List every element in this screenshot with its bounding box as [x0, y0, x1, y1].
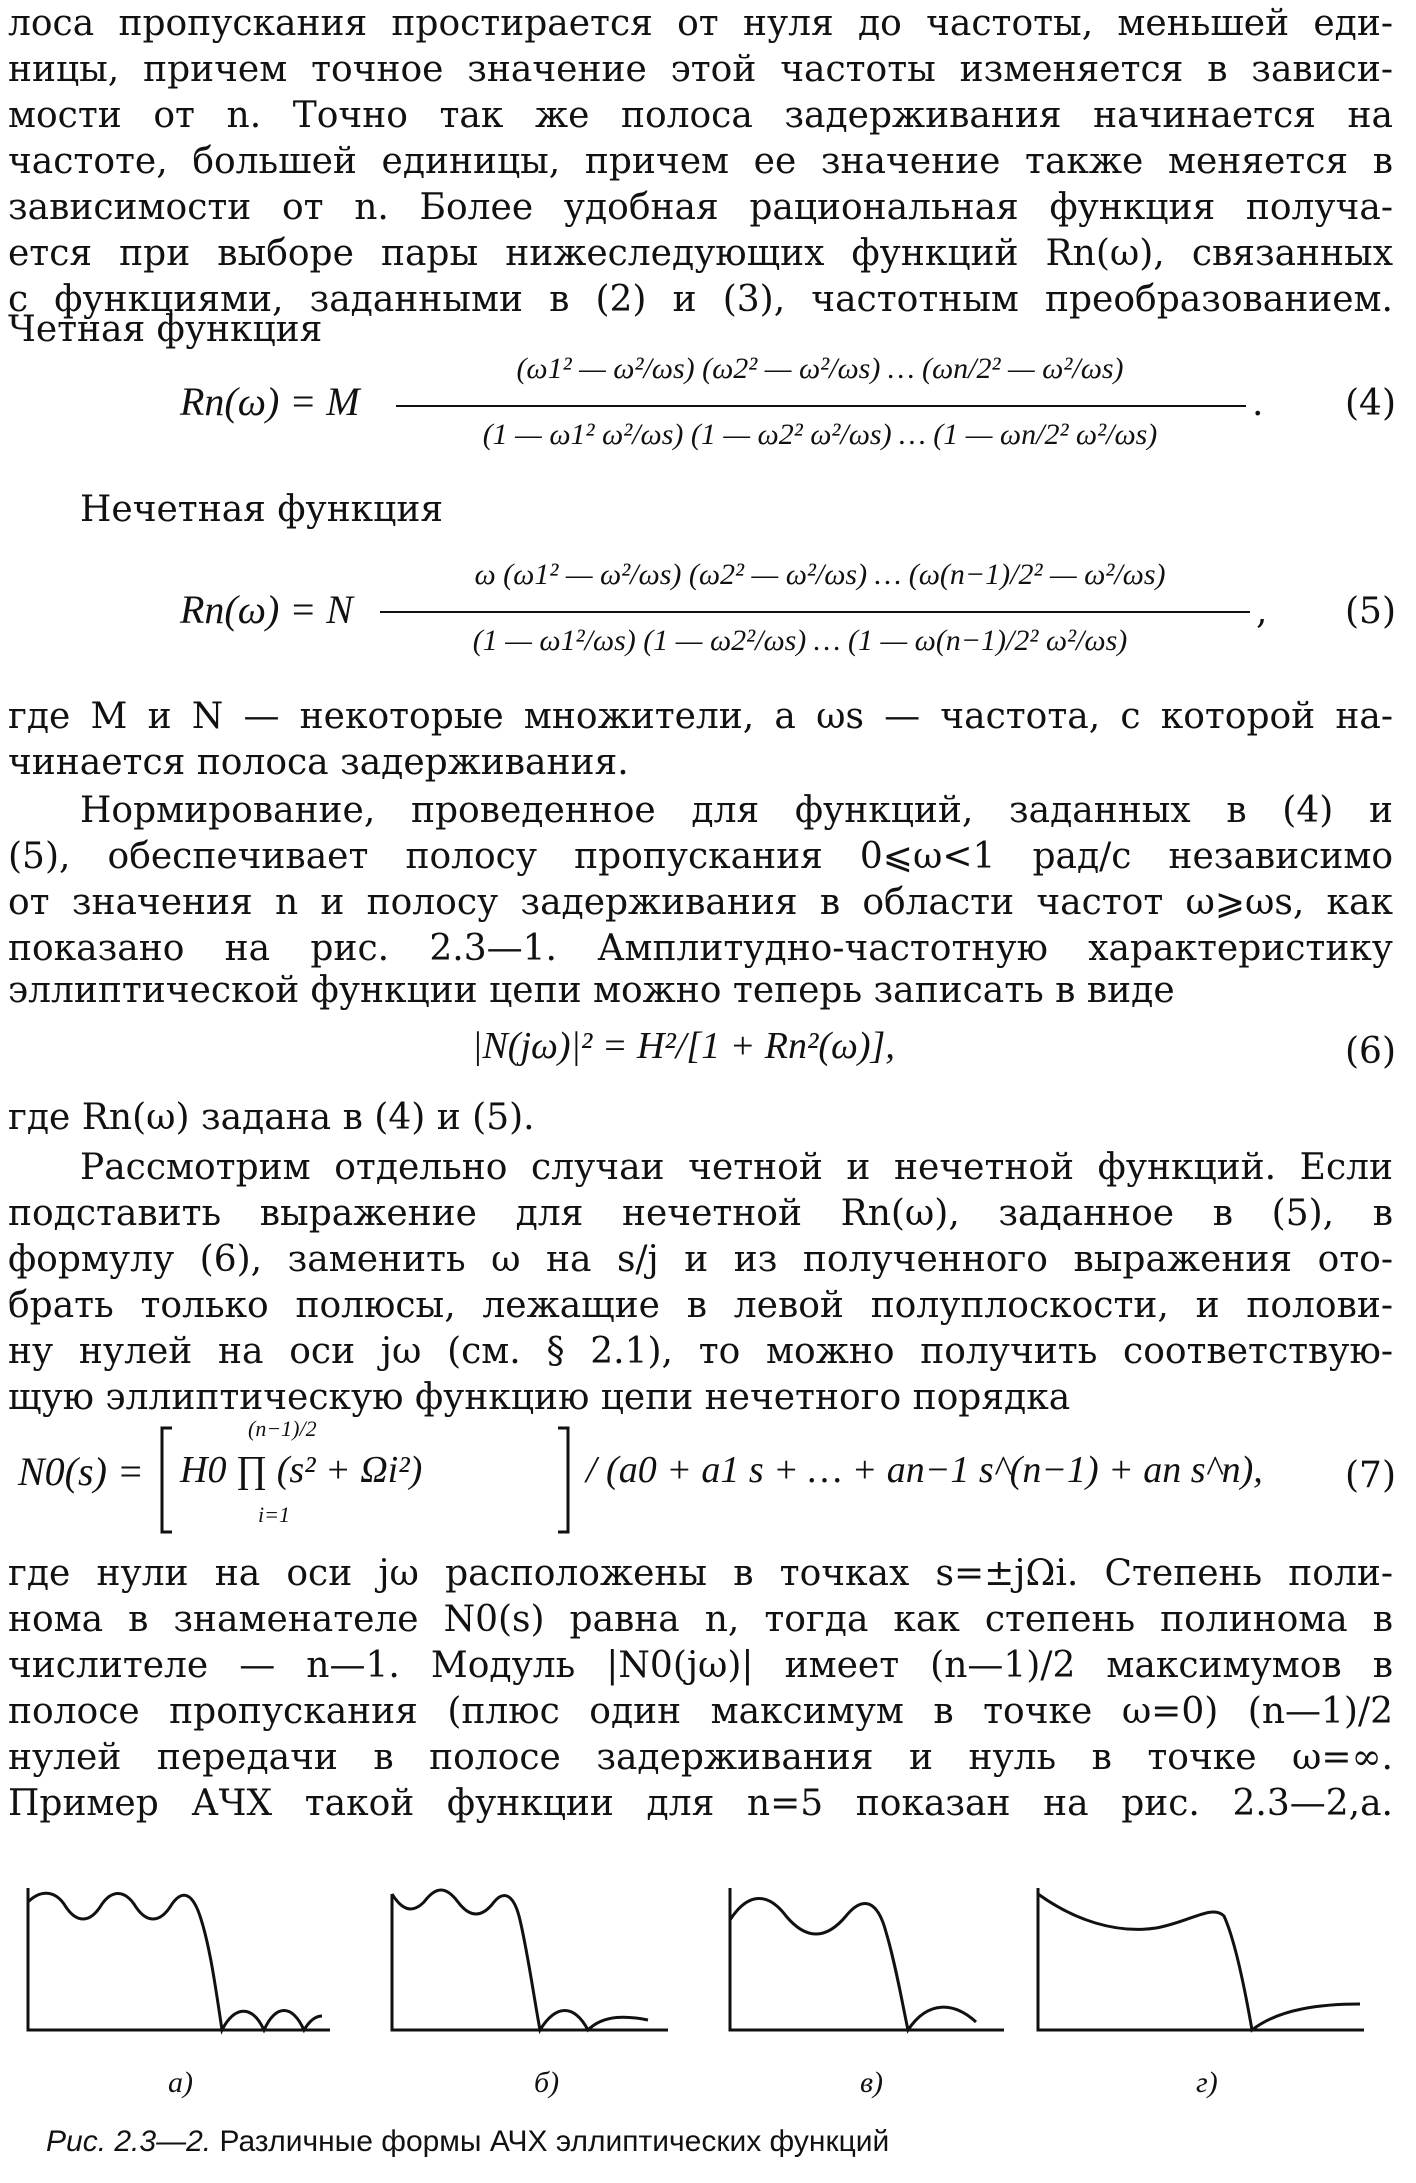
text-line: с функциями, заданными в (2) и (3), частотным преобразованием. — [8, 279, 1393, 320]
figure-label-d: г) — [1196, 2066, 1218, 2099]
text-line: щую эллиптическую функцию цепи нечетного порядка — [8, 1377, 1071, 1418]
eq5-denominator: (1 — ω1²/ωs) (1 — ω2²/ωs) … (1 — ω(n−1)/2² ω²/ωs) — [472, 624, 1128, 657]
text-line: зависимости от n. Более удобная рациональная функция получа- — [8, 187, 1393, 228]
text-line: полосе пропускания (плюс один максимум в точке ω=0) (n—1)/2 — [8, 1691, 1393, 1732]
eq7-prod-upper: (n−1)/2 — [248, 1416, 317, 1441]
eq5-fraction-bar — [380, 611, 1250, 613]
eq6-number: (6) — [1345, 1031, 1396, 1072]
text-line: где Rn(ω) задана в (4) и (5). — [8, 1097, 535, 1138]
figure-panel-b — [378, 1880, 678, 2060]
eq6-body: |N(jω)|² = H²/[1 + Rn²(ω)], — [472, 1025, 895, 1067]
text-line: Рассмотрим отдельно случаи четной и нечетной функций. Если — [80, 1147, 1393, 1188]
text-line: нома в знаменателе N0(s) равна n, тогда как степень полинома в — [8, 1599, 1393, 1640]
text-line: (5), обеспечивает полосу пропускания 0⩽ω<1 рад/с независимо — [8, 836, 1393, 877]
figure-label-b: б) — [534, 2066, 560, 2099]
figure-panel-d — [1024, 1880, 1374, 2060]
figure-caption — [46, 2122, 889, 2162]
text-line: частоте, большей единицы, причем ее значение также меняется в — [8, 141, 1393, 182]
figure-caption-text: Различные формы АЧХ эллиптических функций — [219, 2125, 890, 2158]
eq5-lhs: Rn(ω) = N — [180, 587, 353, 632]
eq4-numerator: (ω1² — ω²/ωs) (ω2² — ω²/ωs) … (ωn/2² — ω²/ωs) — [516, 352, 1124, 385]
eq4-punct: . — [1252, 383, 1264, 424]
text-line: брать только полюсы, лежащие в левой полуплоскости, и полови- — [8, 1285, 1393, 1326]
text-line: формулу (6), заменить ω на s/j и из полученного выражения ото- — [8, 1239, 1393, 1280]
figure-caption-number: Рис. 2.3—2. — [46, 2125, 212, 2158]
text-line: где нули на оси jω расположены в точках s=±jΩi. Степень поли- — [8, 1553, 1393, 1594]
text-line: чинается полоса задерживания. — [8, 742, 629, 783]
eq4-number: (4) — [1345, 383, 1396, 424]
eq7-number: (7) — [1345, 1455, 1396, 1496]
text-line: нулей передачи в полосе задерживания и нуль в точке ω=∞. — [8, 1737, 1393, 1778]
text-line: Нормирование, проведенное для функций, заданных в (4) и — [80, 790, 1393, 831]
figure-label-a: а) — [168, 2066, 193, 2099]
eq5-numerator: ω (ω1² — ω²/ωs) (ω2² — ω²/ωs) … (ω(n−1)/2² — ω²/ωs) — [474, 558, 1166, 591]
text-line: ну нулей на оси jω (см. § 2.1), то можно получить соответствую- — [8, 1331, 1393, 1372]
text-line: Пример АЧХ такой функции для n=5 показан на рис. 2.3—2,a. — [8, 1783, 1393, 1824]
text-line: эллиптической функции цепи можно теперь записать в виде — [8, 970, 1175, 1011]
figure-panel-c — [714, 1880, 1014, 2060]
figure-label-c: в) — [860, 2066, 884, 2099]
text-line: ется при выборе пары нижеследующих функций Rn(ω), связанных — [8, 233, 1393, 274]
text-line: числителе — n—1. Модуль |N0(jω)| имеет (n—1)/2 максимумов в — [8, 1645, 1393, 1686]
eq5-punct: , — [1256, 591, 1268, 632]
text-line: где M и N — некоторые множители, а ωs — частота, с которой на- — [8, 696, 1393, 737]
text-line: от значения n и полосу задерживания в области частот ω⩾ωs, как — [8, 882, 1393, 923]
eq7-rest: / (a0 + a1 s + … + an−1 s^(n−1) + an s^n), — [586, 1449, 1263, 1491]
text-line: показано на рис. 2.3—1. Амплитудно-частотную характеристику — [8, 928, 1393, 969]
text-line: ницы, причем точное значение этой частоты изменяется в зависи- — [8, 49, 1393, 90]
eq4-denominator: (1 — ω1² ω²/ωs) (1 — ω2² ω²/ωs) … (1 — ωn/2² ω²/ωs) — [482, 418, 1158, 451]
figure-panel-a — [20, 1880, 340, 2060]
eq4-fraction-bar — [396, 405, 1246, 407]
eq7-lhs: N0(s) = — [18, 1449, 144, 1494]
text-line: Четная функция — [8, 309, 323, 350]
eq7-prod-lower: i=1 — [258, 1502, 290, 1527]
text-line: лоса пропускания простирается от нуля до частоты, меньшей еди- — [8, 3, 1393, 44]
eq4-lhs: Rn(ω) = M — [180, 379, 360, 424]
eq7-inner: H0 ∏ (s² + Ωi²) — [180, 1449, 423, 1491]
text-line: подставить выражение для нечетной Rn(ω), заданное в (5), в — [8, 1193, 1393, 1234]
text-line: Нечетная функция — [80, 489, 444, 530]
text-line: мости от n. Точно так же полоса задерживания начинается на — [8, 95, 1393, 136]
eq5-number: (5) — [1345, 591, 1396, 632]
